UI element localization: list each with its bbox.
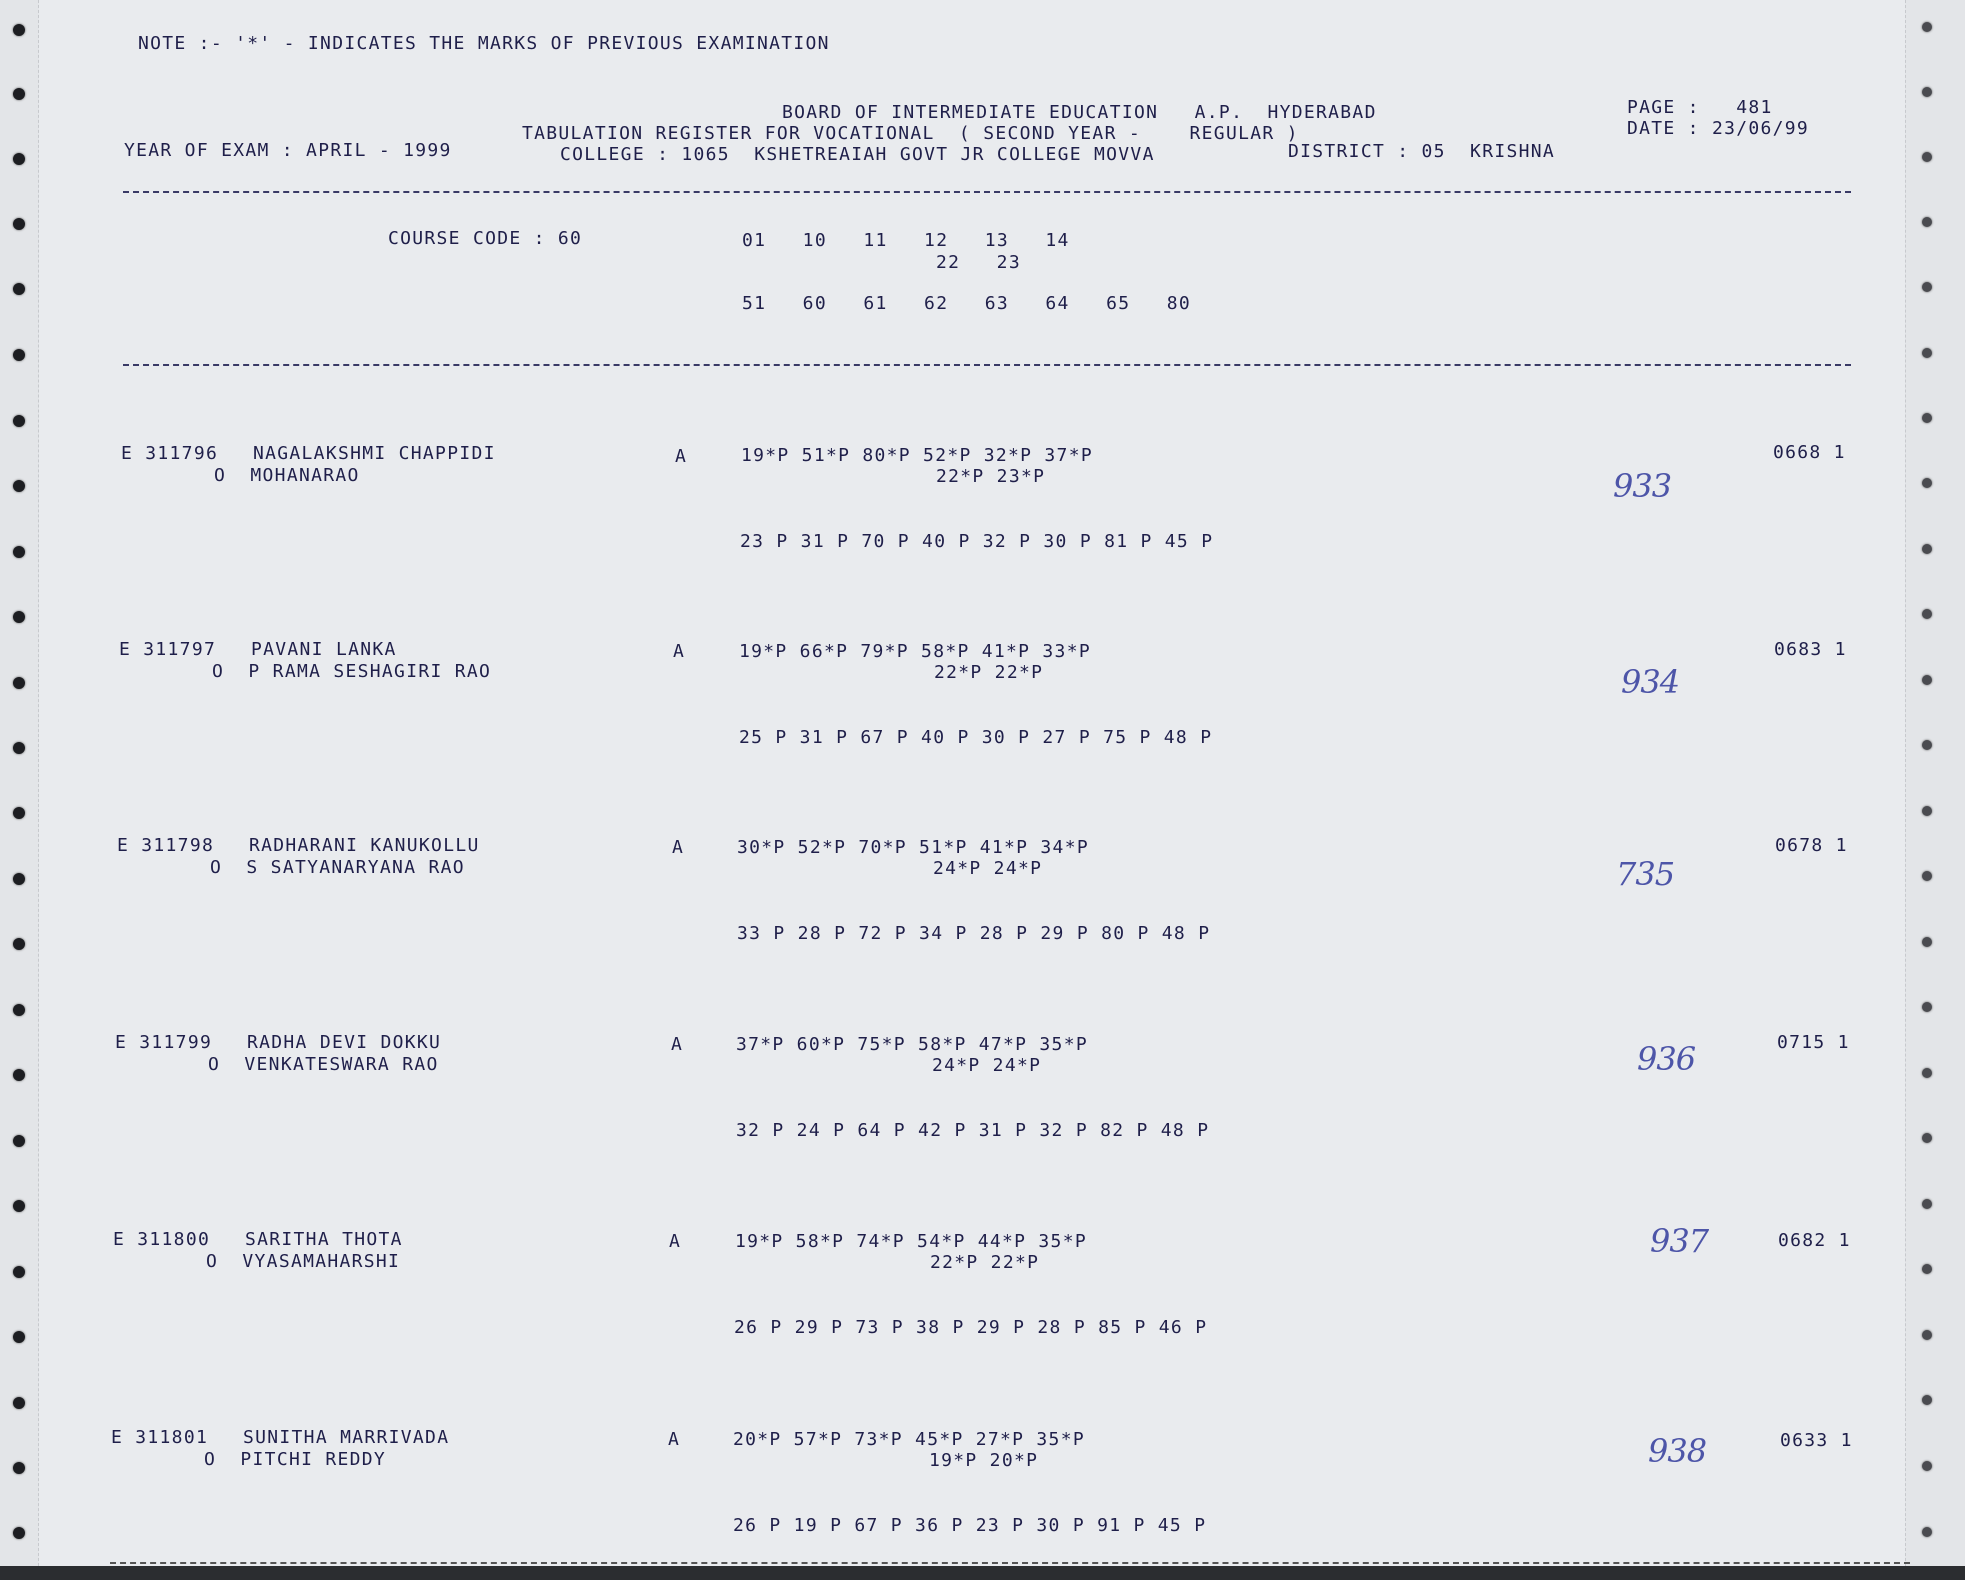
feed-hole-icon [13, 153, 25, 165]
marks-row3: 25 P 31 P 67 P 40 P 30 P 27 P 75 P 48 P [739, 727, 1213, 748]
feed-hole-icon [1922, 1330, 1932, 1340]
feed-hole-icon [1922, 282, 1932, 292]
subject-codes-row3: 51 60 61 62 63 64 65 80 [742, 293, 1192, 314]
marks-row1: 19*P 66*P 79*P 58*P 41*P 33*P [739, 641, 1091, 662]
year-of-exam: YEAR OF EXAM : APRIL - 1999 [124, 140, 452, 161]
result-grade: A [668, 1429, 681, 1450]
result-grade: A [675, 446, 688, 467]
feed-hole-icon [13, 1266, 25, 1278]
feed-hole-icon [1922, 675, 1932, 685]
district: DISTRICT : 05 KRISHNA [1288, 141, 1556, 162]
student-id: E 311801 [111, 1427, 209, 1448]
feed-hole-icon [13, 611, 25, 623]
feed-hole-icon [13, 1331, 25, 1343]
feed-hole-icon [13, 1462, 25, 1474]
handwritten-serial: 937 [1650, 1222, 1709, 1260]
student-name: SUNITHA MARRIVADA [243, 1427, 450, 1448]
student-id: E 311798 [117, 835, 215, 856]
feed-hole-icon [1922, 806, 1932, 816]
result-grade: A [671, 1034, 684, 1055]
page-tear-edge [110, 1562, 1910, 1564]
feed-hole-icon [1922, 478, 1932, 488]
parent-name: O S SATYANARYANA RAO [210, 857, 465, 878]
marks-row1: 19*P 51*P 80*P 52*P 32*P 37*P [741, 445, 1093, 466]
marks-row1: 37*P 60*P 75*P 58*P 47*P 35*P [736, 1034, 1088, 1055]
feed-hole-icon [13, 1527, 25, 1539]
subject-codes-row2: 22 23 [936, 252, 1021, 273]
handwritten-serial: 933 [1613, 467, 1672, 505]
feed-hole-icon [1922, 87, 1932, 97]
marks-row3: 23 P 31 P 70 P 40 P 32 P 30 P 81 P 45 P [740, 531, 1214, 552]
marks-row3: 26 P 19 P 67 P 36 P 23 P 30 P 91 P 45 P [733, 1515, 1207, 1536]
feed-hole-icon [13, 24, 25, 36]
feed-hole-icon [1922, 740, 1932, 750]
feed-hole-icon [1922, 544, 1932, 554]
feed-hole-icon [13, 742, 25, 754]
marks-row2: 22*P 23*P [936, 466, 1046, 487]
marks-row3: 26 P 29 P 73 P 38 P 29 P 28 P 85 P 46 P [734, 1317, 1208, 1338]
feed-hole-icon [1922, 1133, 1932, 1143]
result-grade: A [669, 1231, 682, 1252]
feed-hole-icon [1922, 1199, 1932, 1209]
parent-name: O MOHANARAO [214, 465, 360, 486]
feed-hole-icon [13, 415, 25, 427]
feed-hole-icon [13, 88, 25, 100]
parent-name: O VENKATESWARA RAO [208, 1054, 439, 1075]
marks-row2: 19*P 20*P [929, 1450, 1039, 1471]
separator-line [123, 191, 1851, 193]
parent-name: O P RAMA SESHAGIRI RAO [212, 661, 492, 682]
feed-hole-icon [1922, 609, 1932, 619]
feed-hole-icon [1922, 152, 1932, 162]
feed-hole-icon [1922, 22, 1932, 32]
student-name: RADHA DEVI DOKKU [247, 1032, 442, 1053]
feed-hole-icon [1922, 1002, 1932, 1012]
feed-hole-icon [13, 807, 25, 819]
feed-hole-icon [1922, 413, 1932, 423]
marks-row1: 19*P 58*P 74*P 54*P 44*P 35*P [735, 1231, 1087, 1252]
feed-hole-icon [13, 873, 25, 885]
note-line: NOTE :- '*' - INDICATES THE MARKS OF PREVIOUS EXAMINATION [138, 33, 830, 54]
feed-hole-icon [1922, 937, 1932, 947]
feed-hole-icon [13, 1004, 25, 1016]
feed-hole-icon [13, 349, 25, 361]
marks-row3: 33 P 28 P 72 P 34 P 28 P 29 P 80 P 48 P [737, 923, 1211, 944]
subject-codes-row1: 01 10 11 12 13 14 [742, 230, 1070, 251]
feed-hole-icon [13, 1135, 25, 1147]
marks-row3: 32 P 24 P 64 P 42 P 31 P 32 P 82 P 48 P [736, 1120, 1210, 1141]
marks-row2: 22*P 22*P [934, 662, 1044, 683]
feed-hole-icon [1922, 1264, 1932, 1274]
feed-hole-icon [1922, 1527, 1932, 1537]
feed-hole-icon [1922, 871, 1932, 881]
board-title: BOARD OF INTERMEDIATE EDUCATION A.P. HYDERABAD [782, 102, 1377, 123]
feed-hole-icon [13, 938, 25, 950]
marks-row2: 24*P 24*P [933, 858, 1043, 879]
feed-hole-icon [13, 1069, 25, 1081]
feed-hole-icon [13, 283, 25, 295]
parent-name: O VYASAMAHARSHI [206, 1251, 401, 1272]
feed-hole-icon [1922, 1461, 1932, 1471]
parent-name: O PITCHI REDDY [204, 1449, 387, 1470]
marks-row2: 24*P 24*P [932, 1055, 1042, 1076]
total-marks: 0682 1 [1778, 1230, 1851, 1251]
student-id: E 311800 [113, 1229, 211, 1250]
handwritten-serial: 938 [1648, 1432, 1707, 1470]
result-grade: A [673, 641, 686, 662]
student-id: E 311799 [115, 1032, 213, 1053]
right-tractor-strip [1905, 0, 1965, 1566]
total-marks: 0633 1 [1780, 1430, 1853, 1451]
print-date: DATE : 23/06/99 [1627, 118, 1810, 139]
feed-hole-icon [13, 1200, 25, 1212]
student-name: SARITHA THOTA [245, 1229, 403, 1250]
student-name: NAGALAKSHMI CHAPPIDI [253, 443, 496, 464]
feed-hole-icon [1922, 1395, 1932, 1405]
feed-hole-icon [1922, 1068, 1932, 1078]
page-number: PAGE : 481 [1627, 97, 1773, 118]
feed-hole-icon [13, 480, 25, 492]
marks-row2: 22*P 22*P [930, 1252, 1040, 1273]
marks-row1: 30*P 52*P 70*P 51*P 41*P 34*P [737, 837, 1089, 858]
feed-hole-icon [13, 677, 25, 689]
total-marks: 0683 1 [1774, 639, 1847, 660]
feed-hole-icon [13, 218, 25, 230]
total-marks: 0678 1 [1775, 835, 1848, 856]
feed-hole-icon [13, 546, 25, 558]
college-name: COLLEGE : 1065 KSHETREAIAH GOVT JR COLLEGE MOVVA [560, 144, 1155, 165]
separator-line [123, 364, 1851, 366]
student-id: E 311796 [121, 443, 219, 464]
handwritten-serial: 934 [1621, 663, 1680, 701]
course-code: COURSE CODE : 60 [388, 228, 583, 249]
marks-row1: 20*P 57*P 73*P 45*P 27*P 35*P [733, 1429, 1085, 1450]
handwritten-serial: 735 [1616, 855, 1675, 893]
result-grade: A [672, 837, 685, 858]
feed-hole-icon [1922, 217, 1932, 227]
total-marks: 0668 1 [1773, 442, 1846, 463]
handwritten-serial: 936 [1637, 1040, 1696, 1078]
total-marks: 0715 1 [1777, 1032, 1850, 1053]
student-id: E 311797 [119, 639, 217, 660]
student-name: RADHARANI KANUKOLLU [249, 835, 480, 856]
feed-hole-icon [13, 1397, 25, 1409]
register-title: TABULATION REGISTER FOR VOCATIONAL ( SECOND YEAR - REGULAR ) [522, 123, 1299, 144]
feed-hole-icon [1922, 348, 1932, 358]
student-name: PAVANI LANKA [251, 639, 397, 660]
